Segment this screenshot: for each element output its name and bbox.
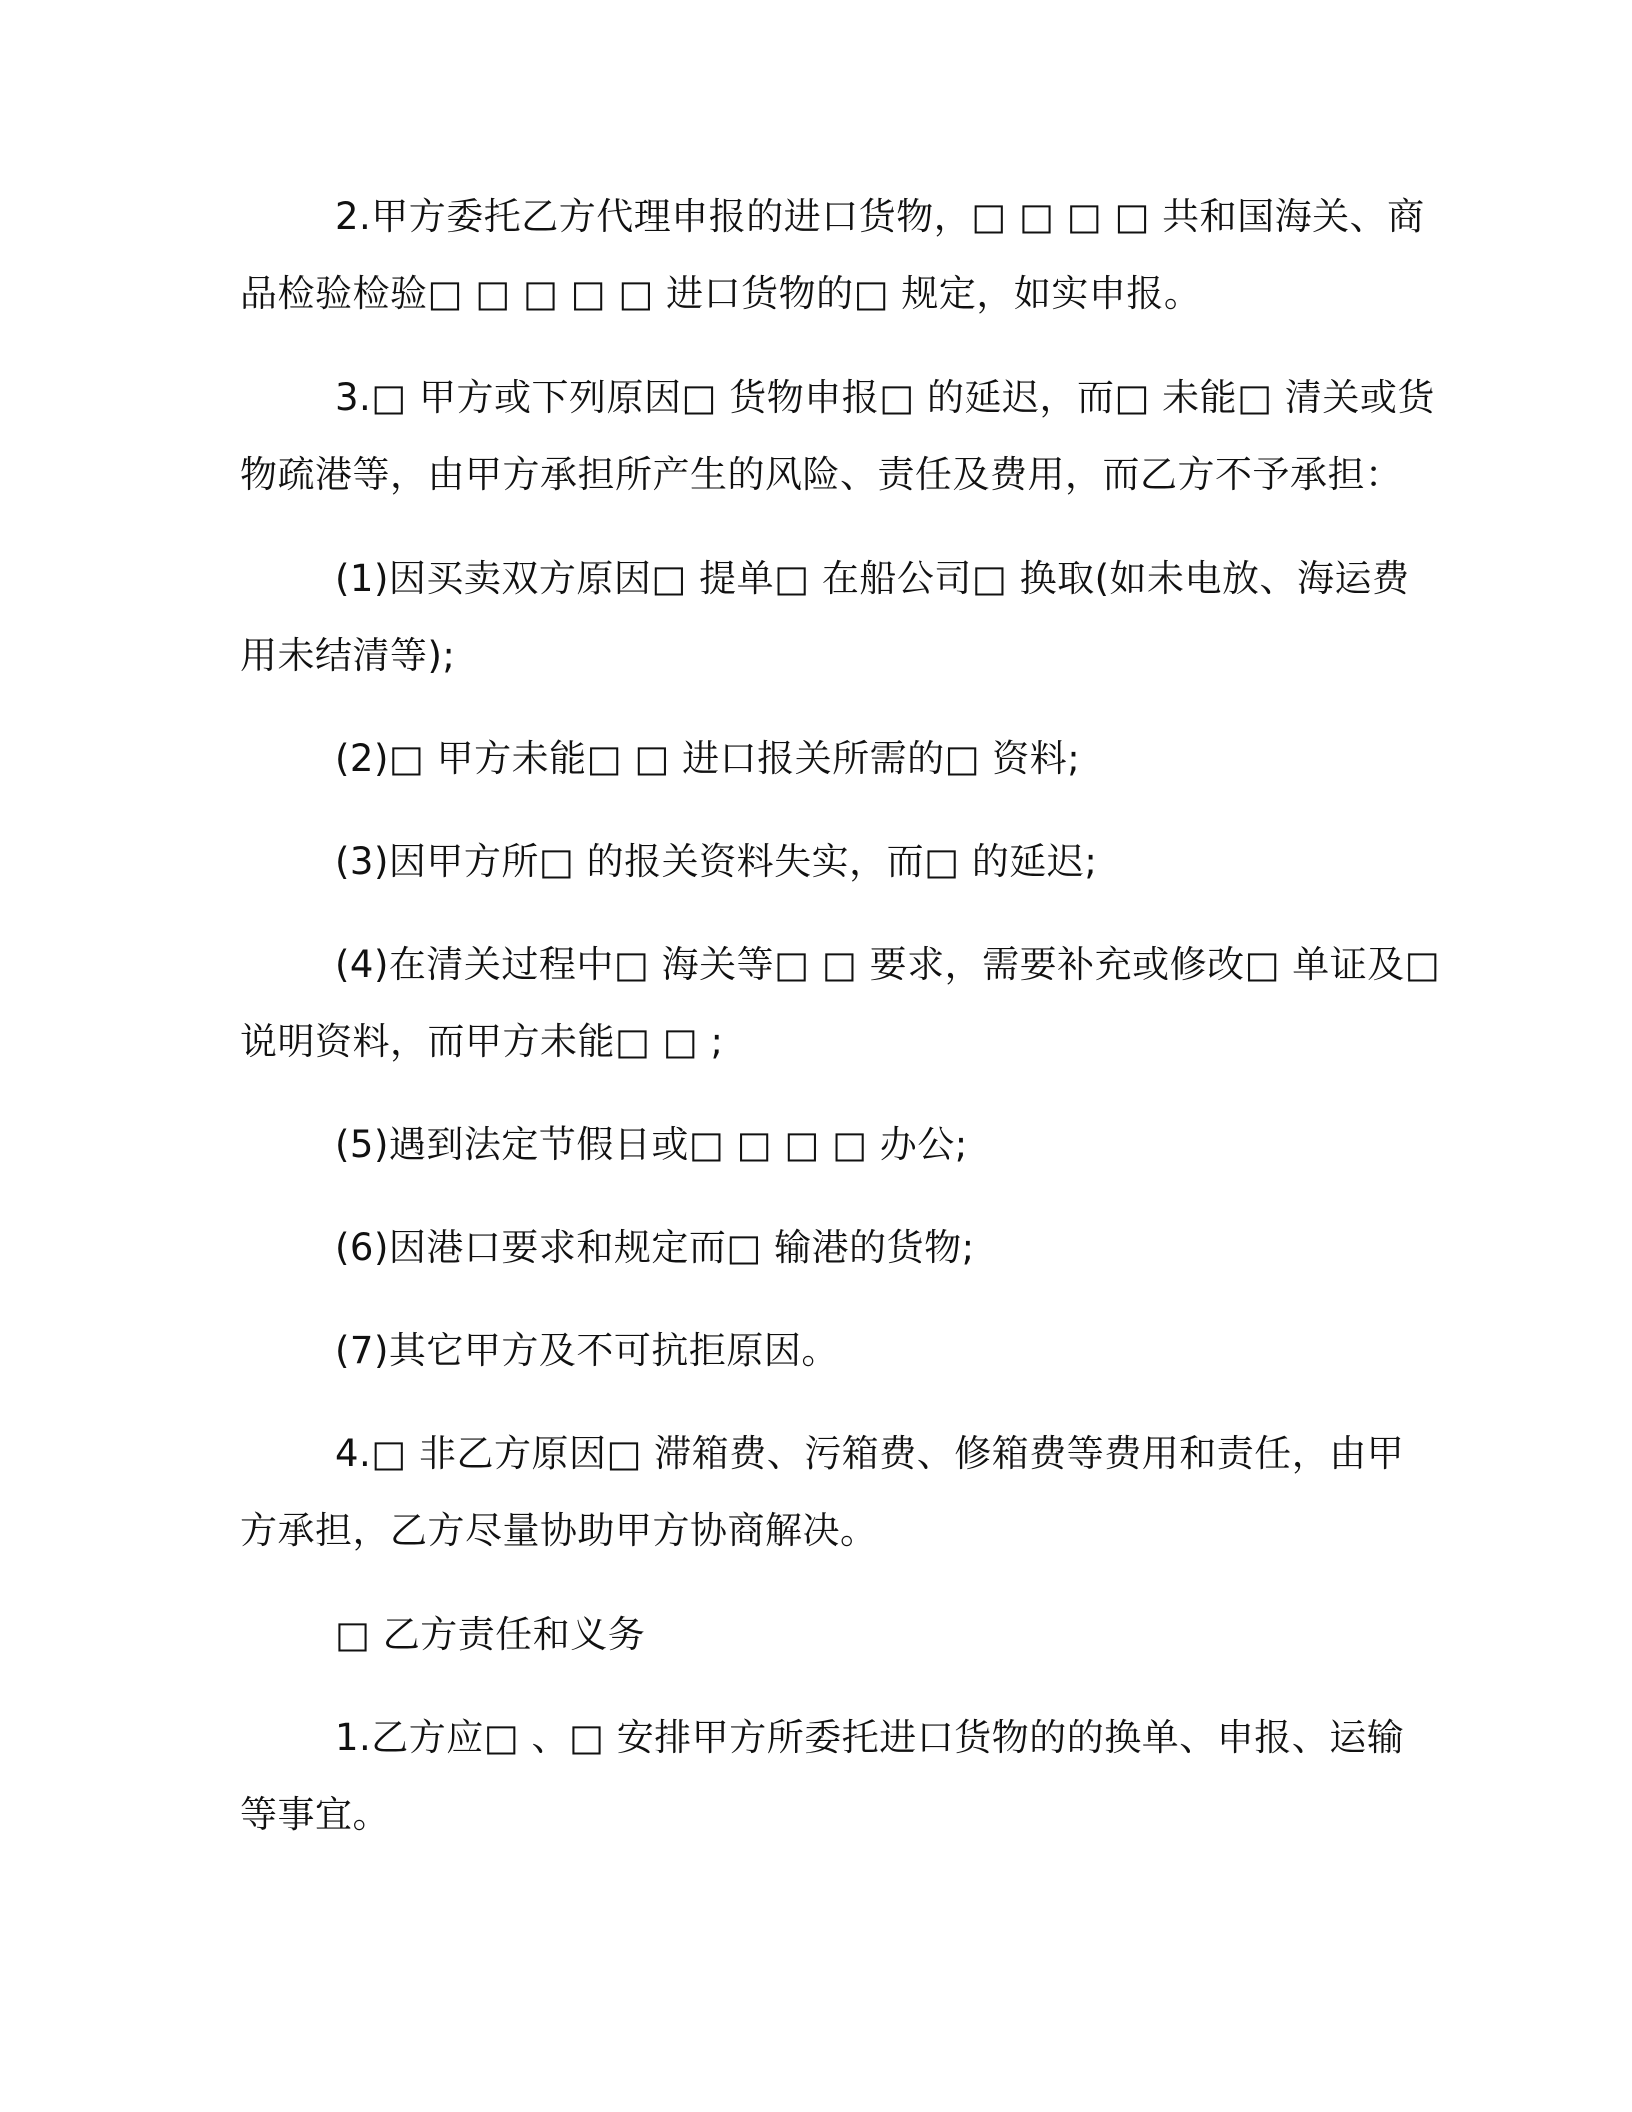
paragraph-line: 方承担，乙方尽量协助甲方协商解决。 [240, 1509, 878, 1552]
paragraph-item-6 [240, 1209, 1380, 1286]
paragraph-line: 3.□ 甲方或下列原因□ 货物申报□ 的延迟，而□ 未能□ 清关或货 [335, 376, 1435, 419]
paragraph-line: 2.甲方委托乙方代理申报的进口货物，□ □ □ □ 共和国海关、商 [335, 195, 1425, 238]
paragraph-item-5 [240, 1106, 1380, 1183]
section-heading [240, 1596, 1380, 1673]
paragraph-item-3 [240, 823, 1380, 900]
paragraph-b1 [240, 1699, 1405, 1853]
paragraph-line: (5)遇到法定节假日或□ □ □ □ 办公; [335, 1123, 968, 1166]
paragraph-line: 1.乙方应□ 、□ 安排甲方所委托进口货物的的换单、申报、运输 [335, 1716, 1405, 1759]
paragraph-2 [240, 178, 1425, 332]
paragraph-line: 4.□ 非乙方原因□ 滞箱费、污箱费、修箱费等费用和责任，由甲 [335, 1432, 1405, 1475]
paragraph-item-1 [240, 540, 1410, 694]
paragraph-4 [240, 1415, 1405, 1569]
paragraph-line: □ 乙方责任和义务 [335, 1613, 646, 1656]
paragraph-line: (2)□ 甲方未能□ □ 进口报关所需的□ 资料; [335, 737, 1081, 780]
paragraph-line: 等事宜。 [240, 1793, 390, 1836]
paragraph-item-2 [240, 720, 1380, 797]
paragraph-item-4 [240, 926, 1441, 1080]
paragraph-line: 品检验检验□ □ □ □ □ 进口货物的□ 规定，如实申报。 [240, 272, 1202, 315]
paragraph-item-7 [240, 1312, 1380, 1389]
paragraph-line: (4)在清关过程中□ 海关等□ □ 要求，需要补充或修改□ 单证及□ [335, 943, 1441, 986]
paragraph-3 [240, 359, 1435, 513]
paragraph-line: (7)其它甲方及不可抗拒原因。 [335, 1329, 839, 1372]
paragraph-line: 物疏港等，由甲方承担所产生的风险、责任及费用，而乙方不予承担： [240, 453, 1403, 496]
paragraph-line: 用未结清等); [240, 634, 456, 677]
paragraph-line: 说明资料，而甲方未能□ □ ; [240, 1020, 724, 1063]
paragraph-line: (6)因港口要求和规定而□ 输港的货物; [335, 1226, 975, 1269]
paragraph-line: (1)因买卖双方原因□ 提单□ 在船公司□ 换取(如未电放、海运费 [335, 557, 1410, 600]
paragraph-line: (3)因甲方所□ 的报关资料失实，而□ 的延迟; [335, 840, 1098, 883]
